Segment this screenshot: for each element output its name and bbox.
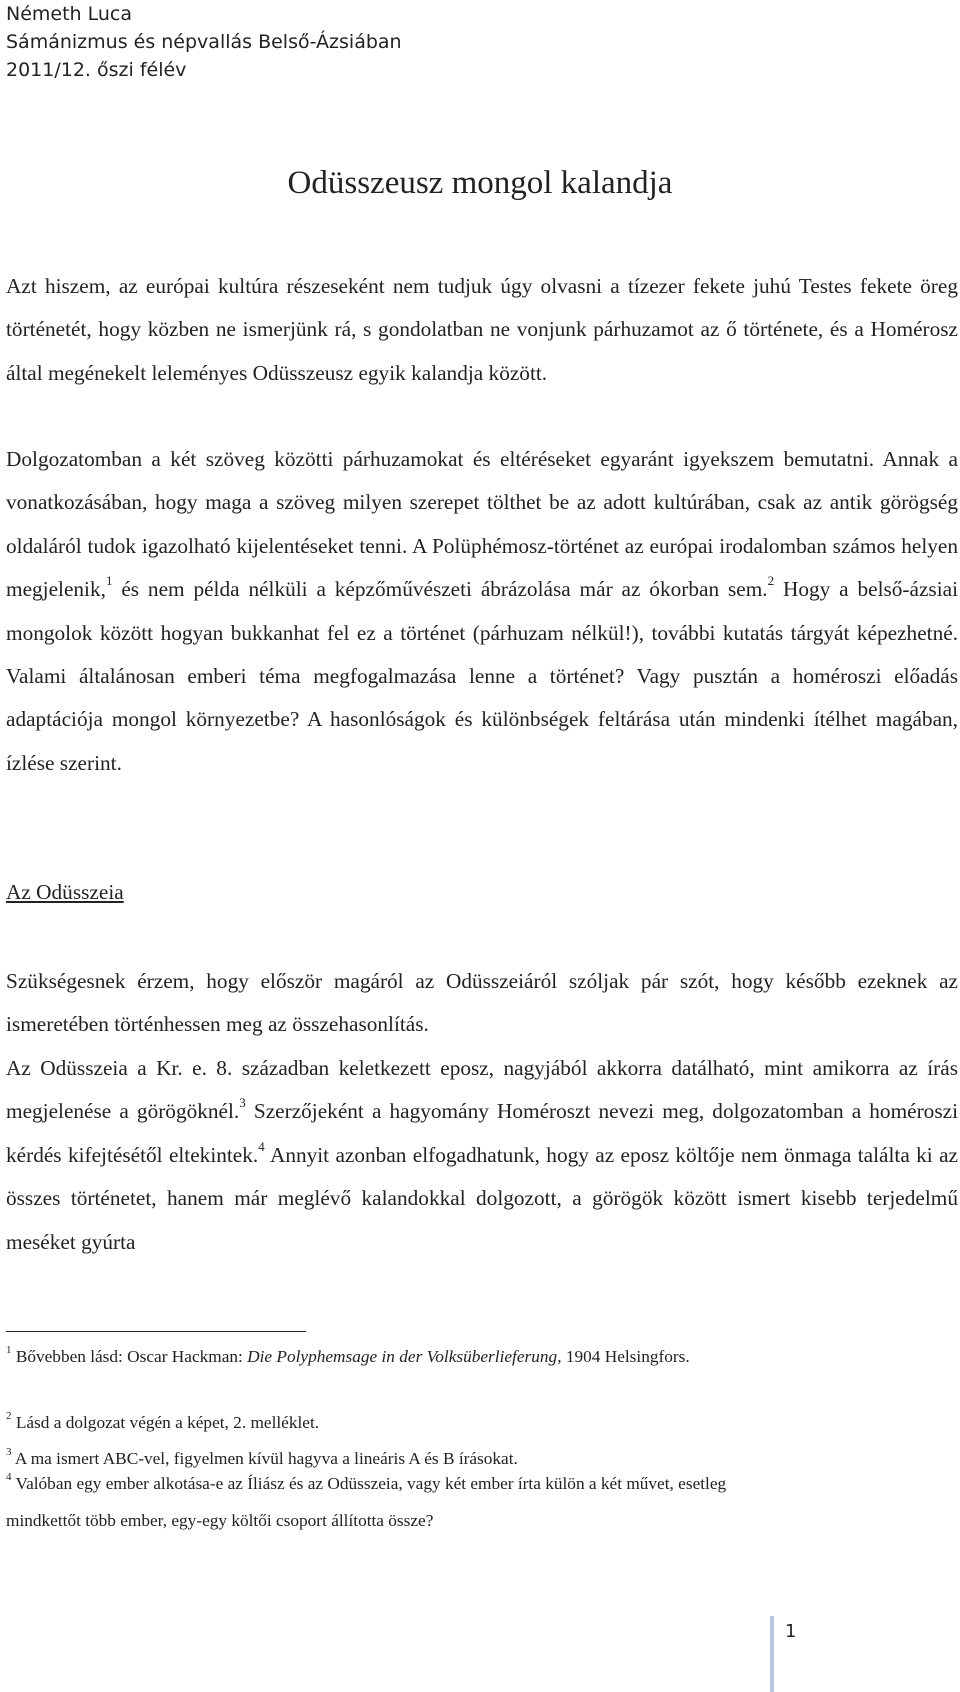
paragraph-odyssey-intro: Szükségesnek érzem, hogy először magáról az Odüsszeiáról szóljak pár szót, hogy később ezeknek az ismeretében történhessen meg az összehasonlítás. — [6, 969, 958, 1037]
footnote-2 — [6, 1411, 956, 1435]
footnote-4 — [6, 1472, 956, 1496]
document-title: Odüsszeusz mongol kalandja — [287, 165, 673, 201]
section-heading: Az Odüsszeia — [6, 880, 124, 904]
paragraph-origin-part-c: Annyit azonban elfogadhatunk, hogy az eposz költője nem önmaga találta ki az összes történetet, hanem már meglévő kalandokkal dolgozott, a görögök között ismert kisebb terjedelmű meséket gyúrta — [6, 1142, 958, 1254]
page-header — [6, 0, 402, 84]
paragraph-aims-part-a: Dolgozatomban a két szöveg közötti párhuzamokat és eltéréseket egyaránt igyekszem bemutatni. Annak a vonatkozásában, hogy maga a szöveg milyen szerepet tölthet be az adott kultúrában, csak az antik görögség oldaláról tudok igazolható kijelentéseket tenni. A Polüphémosz-történet az európai irodalomban számos helyen megjelenik, — [6, 447, 958, 602]
header-course: Sámánizmus és népvallás Belső-Ázsiában — [6, 31, 402, 53]
footnote-ref-4[interactable]: 4 — [258, 1138, 265, 1154]
paragraph-aims-part-b: és nem példa nélküli a képzőművészeti ábrázolása már az ókorban sem. — [112, 577, 768, 602]
footnote-1-number: 1 — [6, 1344, 12, 1357]
footnote-ref-1[interactable]: 1 — [105, 573, 113, 589]
paragraph-odyssey-origin — [6, 1047, 958, 1264]
footnote-1 — [6, 1345, 956, 1369]
footnote-1-book-title: Die Polyphemsage in der Volksüberlieferung — [247, 1347, 558, 1366]
footnote-2-text: Lásd a dolgozat végén a képet, 2. melléklet. — [11, 1413, 320, 1432]
footnote-3-number: 3 — [6, 1446, 12, 1459]
paragraph-intro: Azt hiszem, az európai kultúra részeseként nem tudjuk úgy olvasni a tízezer fekete juhú Testes fekete öreg történetét, hogy közben ne ismerjünk rá, s gondolatban ne vonjunk párhuzamot az ő története, és a Homérosz által megénekelt leleményes Odüsszeusz egyik kalandja között. — [6, 274, 958, 385]
footnote-2-number: 2 — [6, 1410, 12, 1423]
header-author: Németh Luca — [6, 3, 133, 25]
footnote-3-text: A ma ismert ABC-vel, figyelmen kívül hagyva a lineáris A és B írásokat. — [11, 1449, 518, 1468]
footnote-4-text-a: Valóban egy ember alkotása-e az Íliász és az Odüsszeia, vagy két ember írta külön a két művet, esetleg — [11, 1474, 727, 1493]
paragraph-aims — [6, 438, 958, 785]
paragraph-aims-part-c: Hogy a belső-ázsiai mongolok között hogyan bukkanhat fel ez a történet (párhuzam nélkül!), további kutatás tárgyát képezhetné. Valami általánosan emberi téma megfogalmazása lenne a történet? Vagy pusztán a homéroszi előadás adaptációja mongol környezetbe? A hasonlóságok és különbségek feltárása után mindenki ítélhet magában, ízlése szerint. — [6, 577, 958, 775]
paragraph-origin-part-a: Az Odüsszeia a Kr. e. 8. században keletkezett eposz, nagyjából akkorra datálható, mint amikorra az írás megjelenése a görögöknél. — [6, 1056, 958, 1124]
header-term: 2011/12. őszi félév — [6, 59, 187, 81]
footnote-1-text-a: Bővebben lásd: Oscar Hackman: — [11, 1347, 248, 1366]
paragraph-origin-part-b: Szerzőjeként a hagyomány Homéroszt nevezi meg, dolgozatomban a homéroszi kérdés kifejtésétől eltekintek. — [6, 1099, 958, 1167]
footnote-4-number: 4 — [6, 1471, 12, 1484]
footnote-3 — [6, 1447, 956, 1471]
footnote-1-text-b: , 1904 Helsingfors. — [557, 1347, 690, 1366]
page-number-accent-bar — [770, 1616, 774, 1692]
footnote-separator — [6, 1331, 306, 1332]
footnote-ref-3[interactable]: 3 — [239, 1095, 246, 1111]
footnote-4-continued: mindkettőt több ember, egy-egy költői csoport állította össze? — [6, 1511, 434, 1530]
page-number: 1 — [785, 1621, 797, 1642]
footnote-ref-2[interactable]: 2 — [767, 573, 775, 589]
